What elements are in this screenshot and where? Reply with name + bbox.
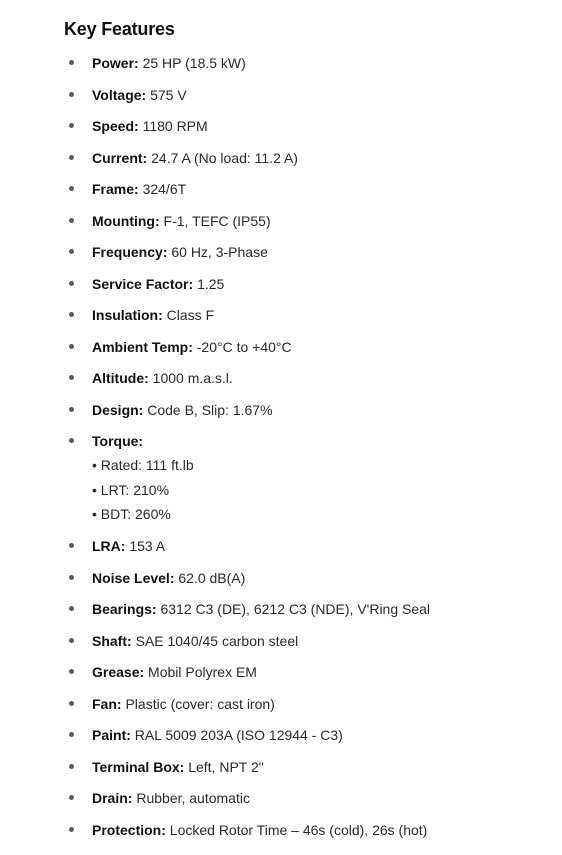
bullet-icon bbox=[69, 795, 74, 800]
feature-value: 25 HP (18.5 kW) bbox=[142, 55, 246, 71]
feature-item-current bbox=[0, 148, 562, 180]
bullet-icon bbox=[69, 407, 74, 412]
bullet-icon bbox=[69, 764, 74, 769]
feature-label: Noise Level: bbox=[92, 569, 175, 586]
sub-item: • LRT: 210% bbox=[92, 481, 170, 498]
bullet-icon bbox=[69, 249, 74, 254]
feature-label: Design: bbox=[92, 401, 144, 418]
bullet-icon bbox=[69, 312, 74, 317]
feature-label: Fan: bbox=[92, 695, 122, 712]
bullet-icon bbox=[69, 438, 74, 443]
bullet-icon bbox=[69, 344, 74, 349]
bullet-icon bbox=[69, 732, 74, 737]
feature-value: F-1, TEFC (IP55) bbox=[163, 212, 271, 229]
feature-item-altitude bbox=[0, 368, 562, 400]
bullet-icon bbox=[69, 375, 74, 380]
feature-label: Mounting: bbox=[92, 212, 160, 229]
feature-item-shaft bbox=[0, 631, 562, 663]
feature-value: Left, NPT 2" bbox=[188, 758, 264, 775]
feature-item-fan bbox=[0, 694, 562, 726]
feature-value: -20°C to +40°C bbox=[196, 338, 292, 355]
feature-value: Code B, Slip: 1.67% bbox=[147, 401, 273, 418]
feature-item-noise-level bbox=[0, 568, 562, 600]
bullet-icon bbox=[69, 155, 74, 160]
bullet-icon bbox=[69, 827, 74, 832]
feature-item-speed bbox=[0, 116, 562, 148]
feature-label: Terminal Box: bbox=[92, 758, 185, 775]
feature-label: Protection: bbox=[92, 821, 166, 838]
feature-value: 153 A bbox=[129, 538, 166, 554]
sub-item: • Rated: 111 ft.lb bbox=[92, 457, 194, 473]
feature-item-paint bbox=[0, 725, 562, 757]
feature-item-lra bbox=[0, 536, 562, 568]
bullet-icon bbox=[69, 701, 74, 706]
feature-item-frame bbox=[0, 179, 562, 211]
feature-label: Altitude: bbox=[92, 370, 149, 386]
feature-item-ambient-temp bbox=[0, 337, 562, 369]
feature-value: SAE 1040/45 carbon steel bbox=[135, 632, 299, 649]
feature-label: Voltage: bbox=[92, 86, 147, 103]
feature-label: Frequency: bbox=[92, 244, 168, 260]
feature-label: Shaft: bbox=[92, 632, 132, 649]
section-title: Key Features bbox=[64, 19, 175, 39]
feature-label: Bearings: bbox=[92, 601, 157, 617]
bullet-icon bbox=[69, 92, 74, 97]
feature-label: Paint: bbox=[92, 727, 131, 743]
feature-value: 575 V bbox=[150, 86, 187, 103]
feature-label: Ambient Temp: bbox=[92, 338, 193, 355]
feature-label: LRA: bbox=[92, 538, 126, 554]
feature-label: Current: bbox=[92, 149, 148, 166]
bullet-icon bbox=[69, 281, 74, 286]
feature-value: Rubber, automatic bbox=[136, 790, 250, 806]
feature-value: Locked Rotor Time – 46s (cold), 26s (hot) bbox=[169, 821, 428, 838]
feature-item-grease bbox=[0, 662, 562, 694]
sub-item: • BDT: 260% bbox=[92, 506, 171, 522]
feature-label: Service Factor: bbox=[92, 275, 194, 292]
feature-value: 24.7 A (No load: 11.2 A) bbox=[151, 149, 298, 166]
bullet-icon bbox=[69, 186, 74, 191]
feature-value: 1.25 bbox=[197, 275, 225, 292]
bullet-icon bbox=[69, 123, 74, 128]
bullet-icon bbox=[69, 669, 74, 674]
feature-item-drain bbox=[0, 788, 562, 820]
torque-sub-list bbox=[92, 455, 194, 529]
feature-item-insulation bbox=[0, 305, 562, 337]
feature-label: Drain: bbox=[92, 790, 133, 806]
bullet-icon bbox=[69, 543, 74, 548]
feature-label: Power: bbox=[92, 55, 139, 71]
feature-item-torque bbox=[0, 431, 562, 536]
feature-item-bearings bbox=[0, 599, 562, 631]
feature-value: 1180 RPM bbox=[142, 118, 208, 134]
bullet-icon bbox=[69, 60, 74, 65]
feature-list bbox=[0, 53, 562, 851]
bullet-icon bbox=[69, 606, 74, 611]
feature-item-voltage bbox=[0, 85, 562, 117]
feature-label: Frame: bbox=[92, 181, 139, 197]
feature-value: 1000 m.a.s.l. bbox=[152, 370, 233, 386]
feature-item-frequency bbox=[0, 242, 562, 274]
feature-item-service-factor bbox=[0, 274, 562, 306]
feature-value: RAL 5009 203A (ISO 12944 - C3) bbox=[134, 727, 343, 743]
feature-label: Speed: bbox=[92, 118, 139, 134]
feature-item-protection bbox=[0, 820, 562, 852]
feature-label: Grease: bbox=[92, 664, 145, 680]
feature-value: 6312 C3 (DE), 6212 C3 (NDE), V'Ring Seal bbox=[160, 601, 431, 617]
feature-value: Plastic (cover: cast iron) bbox=[125, 695, 275, 712]
feature-label: Torque: bbox=[92, 433, 144, 449]
feature-item-power bbox=[0, 53, 562, 85]
feature-item-mounting bbox=[0, 211, 562, 243]
bullet-icon bbox=[69, 575, 74, 580]
feature-item-terminal-box bbox=[0, 757, 562, 789]
bullet-icon bbox=[69, 218, 74, 223]
feature-value: 60 Hz, 3-Phase bbox=[171, 244, 268, 260]
feature-item-design bbox=[0, 400, 562, 432]
feature-value: Class F bbox=[166, 307, 215, 323]
feature-label: Insulation: bbox=[92, 307, 163, 323]
feature-value: 62.0 dB(A) bbox=[178, 569, 246, 586]
feature-value: Mobil Polyrex EM bbox=[148, 664, 257, 680]
bullet-icon bbox=[69, 638, 74, 643]
feature-value: 324/6T bbox=[142, 181, 187, 197]
